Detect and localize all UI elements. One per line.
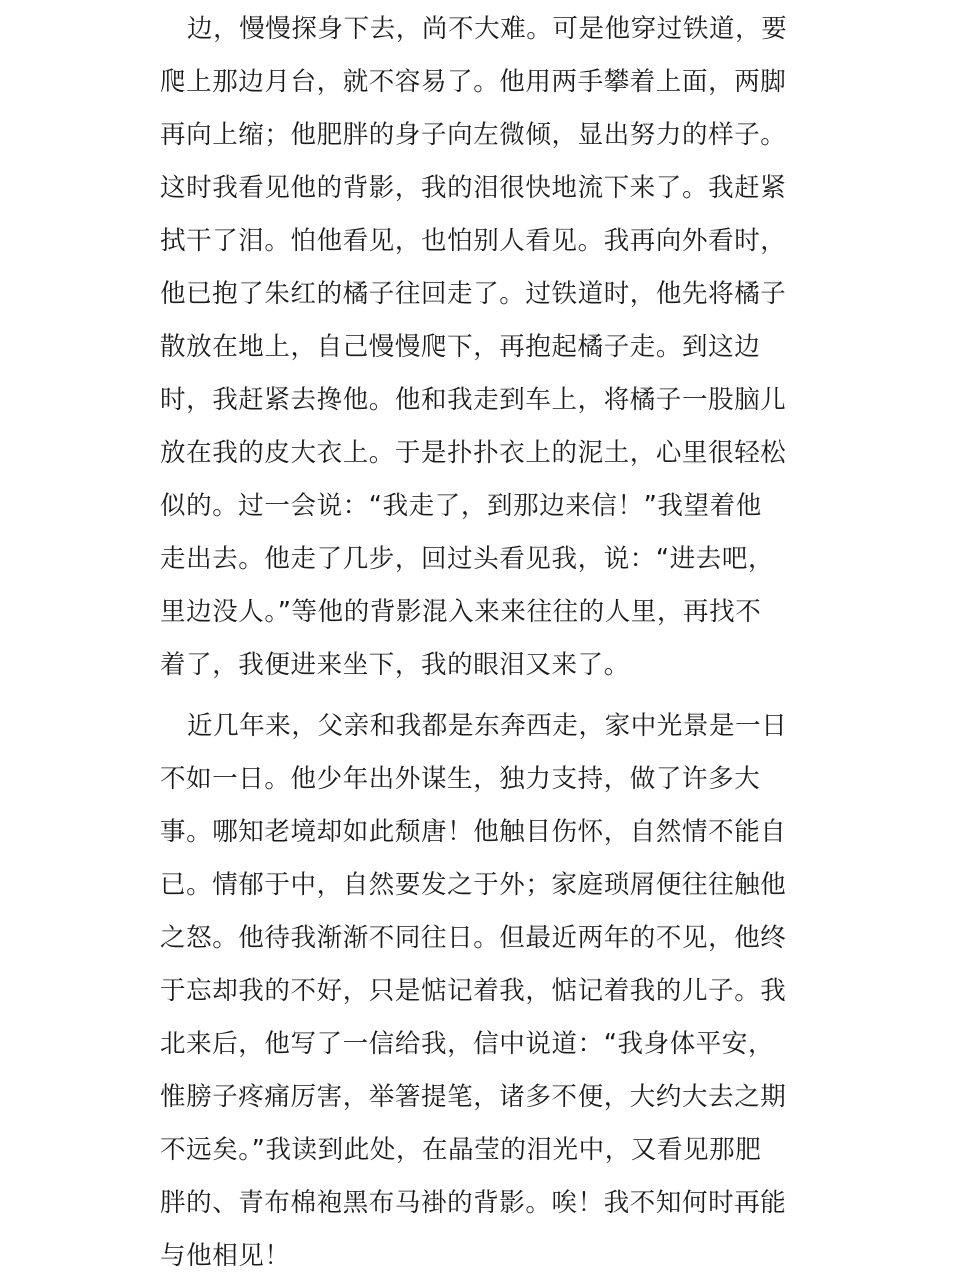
text-line: 散放在地上，自己慢慢爬下，再抱起橘子走。到这边 [160, 332, 761, 362]
text-line: 时，我赶紧去搀他。他和我走到车上，将橘子一股脑儿 [160, 385, 787, 415]
text-line: 再向上缩；他肥胖的身子向左微倾，显出努力的样子。 [160, 120, 787, 150]
text-line: 已。情郁于中，自然要发之于外；家庭琐屑便往往触他 [160, 870, 787, 900]
paragraph-1 [160, 3, 800, 692]
document-page [160, 0, 800, 1283]
text-line: 爬上那边月台，就不容易了。他用两手攀着上面，两脚 [160, 67, 787, 97]
text-line: 与他相见！ [160, 1241, 291, 1271]
text-line: 于忘却我的不好，只是惦记着我，惦记着我的儿子。我 [160, 976, 787, 1006]
text-line: 他已抱了朱红的橘子往回走了。过铁道时，他先将橘子 [160, 279, 787, 309]
text-line: 事。哪知老境却如此颓唐！他触目伤怀，自然情不能自 [160, 817, 787, 847]
text-line: 胖的、青布棉袍黑布马褂的背影。唉！我不知何时再能 [160, 1188, 787, 1218]
text-line: 惟膀子疼痛厉害，举箸提笔，诸多不便，大约大去之期 [160, 1082, 787, 1112]
paragraph-gap [160, 692, 800, 700]
text-line: 北来后，他写了一信给我，信中说道：“我身体平安， [160, 1029, 775, 1059]
text-line: 边，慢慢探身下去，尚不大难。可是他穿过铁道，要 [187, 14, 788, 44]
paragraph-2 [160, 700, 800, 1283]
text-line: 放在我的皮大衣上。于是扑扑衣上的泥土，心里很轻松 [160, 438, 787, 468]
text-line: 拭干了泪。怕他看见，也怕别人看见。我再向外看时， [160, 226, 787, 256]
text-line: 之怒。他待我渐渐不同往日。但最近两年的不见，他终 [160, 923, 787, 953]
text-line: 走出去。他走了几步，回过头看见我，说：“进去吧， [160, 544, 775, 574]
text-line: 不如一日。他少年出外谋生，独力支持，做了许多大 [160, 764, 761, 794]
text-line: 着了，我便进来坐下，我的眼泪又来了。 [160, 650, 630, 680]
text-line: 里边没人。”等他的背影混入来来往往的人里，再找不 [160, 597, 762, 627]
text-line: 似的。过一会说：“我走了，到那边来信！”我望着他 [160, 491, 762, 521]
text-line: 这时我看见他的背影，我的泪很快地流下来了。我赶紧 [160, 173, 787, 203]
text-line: 近几年来，父亲和我都是东奔西走，家中光景是一日 [187, 711, 788, 741]
text-line: 不远矣。”我读到此处，在晶莹的泪光中，又看见那肥 [160, 1135, 762, 1165]
